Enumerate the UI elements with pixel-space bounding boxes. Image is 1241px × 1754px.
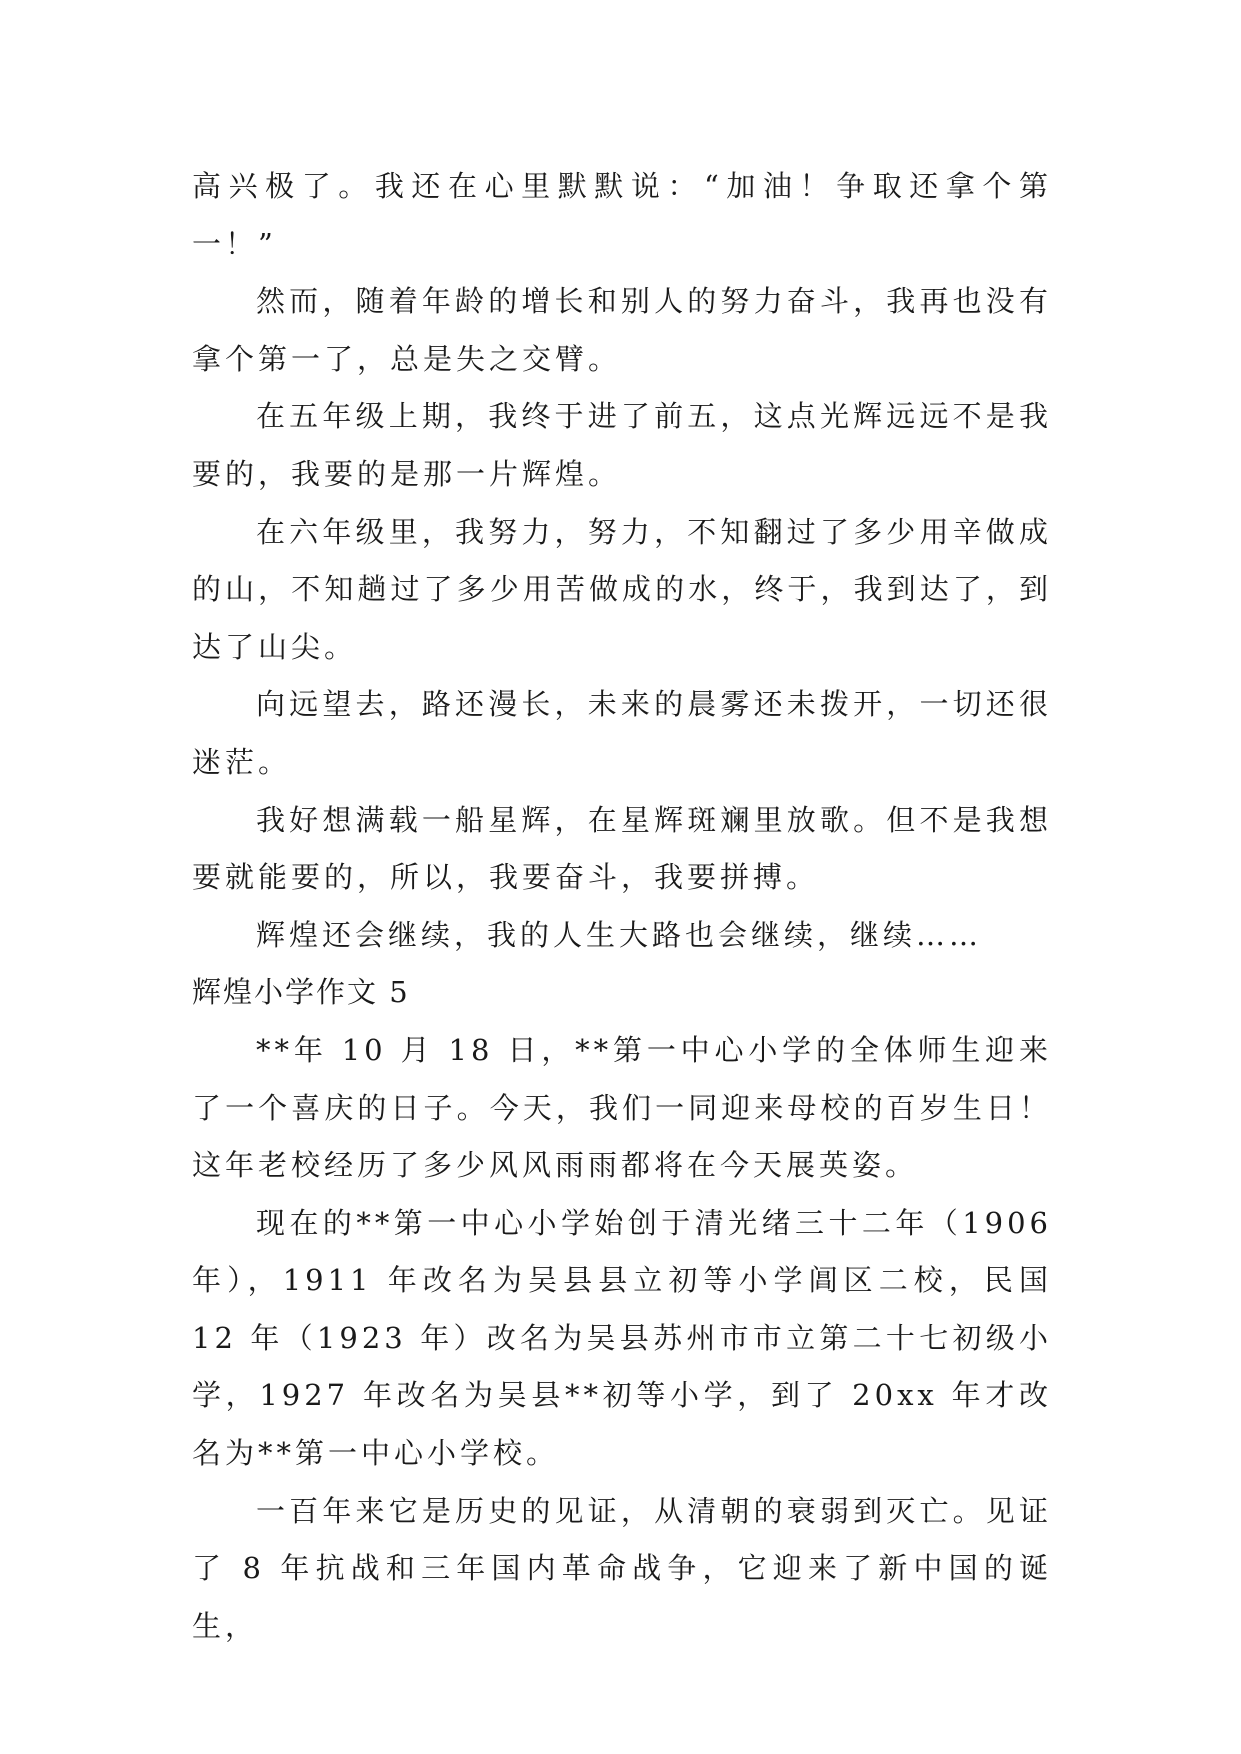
paragraph-5: 向远望去，路还漫长，未来的晨雾还未拨开，一切还很迷茫。 xyxy=(192,687,1052,779)
paragraph-6: 我好想满载一船星辉，在星辉斑斓里放歌。但不是我想要就能要的，所以，我要奋斗，我要拼搏。 xyxy=(192,802,1052,895)
essay-text xyxy=(192,158,1052,1655)
paragraph-3: 在五年级上期，我终于进了前五，这点光辉远远不是我要的，我要的是那一片辉煌。 xyxy=(192,399,1052,491)
paragraph-4: 在六年级里，我努力，努力，不知翻过了多少用辛做成的山，不知趟过了多少用苦做成的水，终于，我到达了，到达了山尖。 xyxy=(192,514,1052,664)
essay-heading: 辉煌小学作文 5 xyxy=(192,975,410,1010)
paragraph-8: **年 10 月 18 日，**第一中心小学的全体师生迎来了一个喜庆的日子。今天，我们一同迎来母校的百岁生日！这年老校经历了多少风风雨雨都将在今天展英姿。 xyxy=(192,1032,1052,1183)
paragraph-7: 辉煌还会继续，我的人生大路也会继续，继续…… xyxy=(256,917,983,952)
paragraph-10: 一百年来它是历史的见证，从清朝的衰弱到灭亡。见证了 8 年抗战和三年国内革命战争，它迎来了新中国的诞生， xyxy=(192,1493,1052,1643)
paragraph-2: 然而，随着年龄的增长和别人的努力奋斗，我再也没有拿个第一了，总是失之交臂。 xyxy=(192,284,1052,376)
paragraph-9: 现在的**第一中心小学始创于清光绪三十二年（1906 年），1911 年改名为吴县县立初等小学阊区二校，民国 12 年（1923 年）改名为吴县苏州市市立第二十七初级小学，1927 年改名为吴县**初等小学，到了 20xx 年才改名为**第一中心小学校。 xyxy=(192,1205,1052,1471)
paragraph-1: 高兴极了。我还在心里默默说：“加油！争取还拿个第一！” xyxy=(192,169,1052,261)
